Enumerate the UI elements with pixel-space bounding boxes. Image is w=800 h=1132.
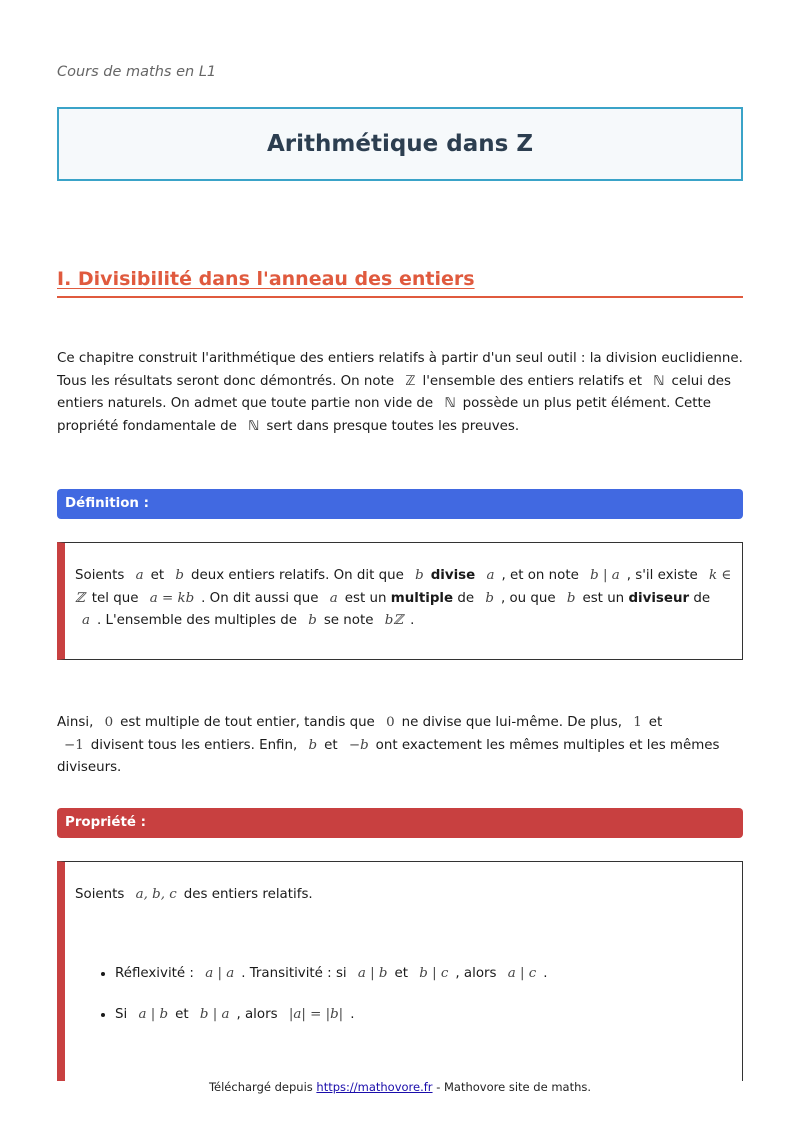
text: et (150, 568, 165, 583)
text: ont exactement les mêmes multiples et les mêmes diviseurs. (57, 737, 720, 775)
footer-prefix: Téléchargé depuis (208, 1080, 313, 1094)
text: et (324, 737, 338, 753)
math-a-div-b: a | b (138, 1007, 169, 1022)
math-N: ℕ (653, 373, 665, 389)
footer (0, 1080, 800, 1094)
text: celui des entiers naturels. On admet que toute partie non vide de (57, 373, 731, 411)
math-one: 1 (633, 715, 642, 730)
text: . On dit aussi que (201, 590, 319, 606)
footer-link[interactable]: https://mathovore.fr (316, 1080, 433, 1094)
property-list (75, 963, 732, 1027)
text: Si (115, 1007, 128, 1022)
property-box (57, 861, 743, 1081)
definition-text (65, 543, 742, 633)
course-label: Cours de maths en L1 (57, 64, 217, 80)
text: Soients (75, 568, 125, 583)
term-multiple: multiple (390, 590, 454, 606)
math-N: ℕ (248, 418, 260, 434)
text: l'ensemble des entiers relatifs et (422, 373, 642, 389)
math-a: a (329, 590, 338, 606)
property-text (65, 862, 742, 1027)
text: est un (344, 590, 387, 606)
definition-header: Définition : (57, 489, 743, 519)
term-divise: divise (430, 568, 476, 583)
math-b: b (485, 590, 494, 606)
math-minus-b: −b (348, 737, 369, 753)
text: et (648, 715, 663, 730)
math-Z: ℤ (405, 373, 416, 389)
section-title: I. Divisibilité dans l'anneau des entiers (57, 268, 475, 290)
section-heading (57, 268, 743, 298)
text: Ainsi, (57, 715, 94, 730)
math-b: b (566, 590, 576, 606)
text: , ou que (500, 590, 556, 606)
text: . Transitivité : si (241, 965, 347, 981)
text: est un (582, 590, 625, 606)
math-a-eq-kb: a = kb (149, 590, 195, 606)
text: . (410, 613, 415, 628)
text: de (693, 590, 711, 606)
text: possède un plus petit élément. Cette propriété fondamentale de (57, 396, 711, 434)
intro-paragraph (57, 348, 743, 438)
math-zero: 0 (104, 715, 114, 730)
math-b-div-c: b | c (419, 965, 449, 981)
term-diviseur: diviseur (628, 590, 690, 606)
list-item (115, 963, 732, 986)
text: et (175, 1007, 189, 1022)
property-header: Propriété : (57, 808, 743, 838)
math-a: a (135, 568, 144, 583)
text: se note (323, 613, 374, 628)
math-N: ℕ (444, 396, 456, 411)
math-b: b (175, 568, 184, 583)
math-a: a (82, 613, 90, 628)
text: des entiers relatifs. (183, 887, 313, 902)
math-b: b (308, 613, 317, 628)
text: , s'il existe (626, 568, 698, 583)
text: Soients (75, 887, 125, 902)
math-k-in-Z: k ∈ ℤ (75, 568, 732, 606)
text: deux entiers relatifs. On dit que (190, 568, 404, 583)
math-a-div-c: a | c (507, 965, 537, 981)
text: , alors (236, 1007, 278, 1022)
text: . (543, 965, 548, 981)
text: . (350, 1007, 355, 1022)
text: divisent tous les entiers. Enfin, (90, 737, 298, 753)
text: est multiple de tout entier, tandis que (120, 715, 375, 730)
text: , et on note (501, 568, 579, 583)
text: Réflexivité : (115, 965, 194, 981)
title-box (57, 107, 743, 181)
text: Ce chapitre construit l'arithmétique des entiers relatifs à partir d'un seul outil : la division euclidienne. Tous les résultats seront donc démontrés. On note (57, 351, 743, 389)
ainsi-paragraph (57, 712, 743, 780)
math-abs-eq: |a| = |b| (288, 1007, 344, 1022)
page-title: Arithmétique dans Z (266, 131, 534, 157)
math-zero: 0 (386, 715, 395, 730)
text: tel que (91, 590, 139, 606)
math-b: b (415, 568, 424, 583)
text: de (457, 590, 475, 606)
math-a: a (486, 568, 495, 583)
math-a-div-a: a | a (205, 965, 235, 981)
text: sert dans presque toutes les preuves. (266, 418, 520, 434)
math-b-div-a: b | a (590, 568, 620, 583)
math-b: b (308, 737, 318, 753)
math-b-div-a: b | a (199, 1007, 230, 1022)
text: ne divise que lui-même. De plus, (401, 715, 622, 730)
footer-suffix: - Mathovore site de maths. (436, 1080, 592, 1094)
text: et (394, 965, 409, 981)
definition-box (57, 542, 743, 660)
text: . L'ensemble des multiples de (96, 613, 297, 628)
math-a-div-b: a | b (357, 965, 388, 981)
math-bZ: bℤ (384, 613, 404, 628)
text: , alors (455, 965, 497, 981)
math-abc: a, b, c (135, 887, 177, 902)
list-item (115, 1004, 732, 1027)
math-minus-one: −1 (64, 737, 84, 753)
